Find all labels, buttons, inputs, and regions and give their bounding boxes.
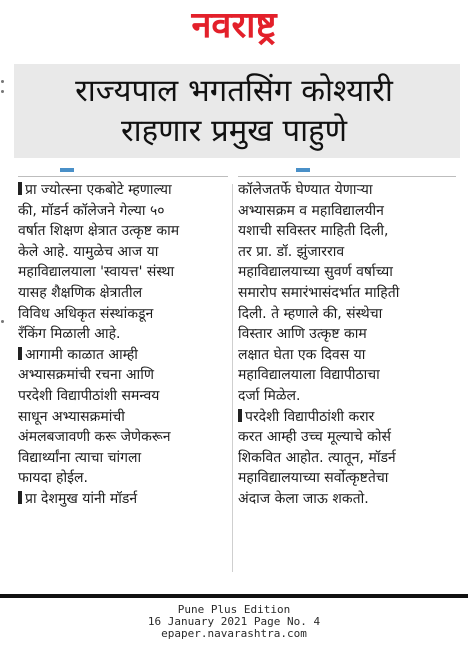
article-line-text: अंदाज केला जाऊ शकतो.: [238, 490, 369, 507]
article-right-column: [238, 180, 456, 510]
paragraph-bullet-icon: [18, 347, 22, 360]
article-line: [18, 365, 230, 386]
right-column-marker: [296, 168, 310, 172]
article-line: [18, 489, 230, 510]
article-line-text: शिकवित आहोत. त्यातून, मॉडर्न: [238, 449, 396, 466]
column-divider: [232, 184, 233, 572]
article-paragraph: [238, 407, 456, 510]
article-line: [238, 304, 456, 325]
article-line: [238, 201, 456, 222]
article-line: [18, 242, 230, 263]
article-line: [238, 468, 456, 489]
article-line-text: आगामी काळात आम्ही: [25, 346, 138, 363]
article-line: [18, 201, 230, 222]
article-line: [18, 304, 230, 325]
article-line-text: दर्जा मिळेल.: [238, 387, 301, 404]
article-line: [18, 283, 230, 304]
article-paragraph: [18, 345, 230, 489]
right-column-rule: [238, 176, 456, 177]
article-line: [18, 262, 230, 283]
article-line-text: विद्यार्थ्यांना त्याचा चांगला: [18, 449, 142, 466]
article-line-text: वर्षात शिक्षण क्षेत्रात उत्कृष्ट काम: [18, 223, 180, 240]
article-line: [18, 407, 230, 428]
article-line-text: परदेशी विद्यापीठांशी करार: [245, 408, 375, 425]
article-line-text: अभ्यासक्रमांची रचना आणि: [18, 367, 154, 384]
article-line: [238, 180, 456, 201]
article-line-text: प्रा ज्योत्स्ना एकबोटे म्हणाल्या: [25, 182, 172, 198]
footer-site: epaper.navarashtra.com: [161, 627, 307, 640]
article-line: [18, 221, 230, 242]
article-left-column: [18, 180, 230, 510]
headline-line-1: राज्यपाल भगतसिंग कोश्यारी: [75, 73, 393, 109]
article-paragraph: [18, 489, 230, 510]
article-line-text: महाविद्यालयाला 'स्वायत्त' संस्था: [18, 264, 175, 281]
article-line-text: साधून अभ्यासक्रमांची: [18, 408, 125, 425]
article-line-text: यशाची सविस्तर माहिती दिली,: [238, 223, 389, 240]
article-line: [238, 386, 456, 407]
article-line: [238, 345, 456, 366]
article-line-text: अभ्यासक्रम व महाविद्यालयीन: [238, 202, 384, 219]
article-paragraph: [238, 180, 456, 407]
headline-line-2: राहणार प्रमुख पाहुणे: [120, 113, 348, 149]
paragraph-bullet-icon: [18, 182, 22, 195]
article-line-text: दिली. ते म्हणाले की, संस्थेचा: [238, 305, 383, 322]
article-line-text: कॉलेजतर्फे घेण्यात येणाऱ्या: [238, 182, 373, 198]
footer-edition: Pune Plus Edition: [177, 603, 291, 616]
masthead: [0, 0, 468, 52]
article-line-text: समारोप समारंभासंदर्भात माहिती: [238, 284, 400, 301]
article-line-text: प्रा देशमुख यांनी मॉडर्न: [25, 490, 138, 507]
article-line: [18, 180, 230, 201]
article-line-text: रँकिंग मिळाली आहे.: [18, 326, 121, 343]
article-line: [18, 324, 230, 345]
left-column-rule: [18, 176, 228, 177]
article-line-text: की, मॉडर्न कॉलेजने गेल्या ५०: [18, 202, 165, 219]
left-column-marker: [60, 168, 74, 172]
article-line: [238, 489, 456, 510]
paragraph-bullet-icon: [238, 409, 242, 422]
article-line-text: महाविद्यालयाला विद्यापीठाचा: [238, 367, 380, 384]
article-line-text: करत आम्ही उच्च मूल्याचे कोर्स: [238, 429, 391, 446]
article-line: [238, 221, 456, 242]
article-line: [238, 324, 456, 345]
article-line: [238, 365, 456, 386]
article-line-text: अंमलबजावणी करू जेणेकरून: [18, 429, 171, 446]
newspaper-logo: नवराष्ट्र: [191, 5, 277, 46]
article-line-text: विविध अधिकृत संस्थांकडून: [18, 305, 154, 322]
article-paragraph: [18, 180, 230, 345]
article-line-text: फायदा होईल.: [18, 470, 88, 487]
paragraph-bullet-icon: [18, 491, 22, 504]
article-line-text: यासह शैक्षणिक क्षेत्रातील: [18, 284, 143, 301]
article-line: [238, 407, 456, 428]
article-line-text: तर प्रा. डॉ. झुंजारराव: [238, 243, 345, 260]
article-line: [18, 386, 230, 407]
article-line: [18, 345, 230, 366]
article-line-text: लक्षात घेता एक दिवस या: [238, 346, 366, 363]
footer-date-page: 16 January 2021 Page No. 4: [147, 615, 321, 628]
article-line-text: केले आहे. यामुळेच आज या: [18, 243, 159, 260]
article-line-text: परदेशी विद्यापीठांशी समन्वय: [18, 387, 160, 404]
article-line: [238, 262, 456, 283]
article-line: [238, 242, 456, 263]
article-line: [18, 427, 230, 448]
article-line-text: महाविद्यालयाच्या सुवर्ण वर्षाच्या: [238, 264, 393, 281]
page-bottom-rule: [0, 594, 468, 598]
article-line: [238, 283, 456, 304]
article-line: [238, 448, 456, 469]
article-line-text: महाविद्यालयाच्या सर्वोत्कृष्टतेचा: [238, 470, 389, 487]
article-line: [238, 427, 456, 448]
article-line: [18, 468, 230, 489]
article-line: [18, 448, 230, 469]
article-line-text: विस्तार आणि उत्कृष्ट काम: [238, 326, 367, 343]
